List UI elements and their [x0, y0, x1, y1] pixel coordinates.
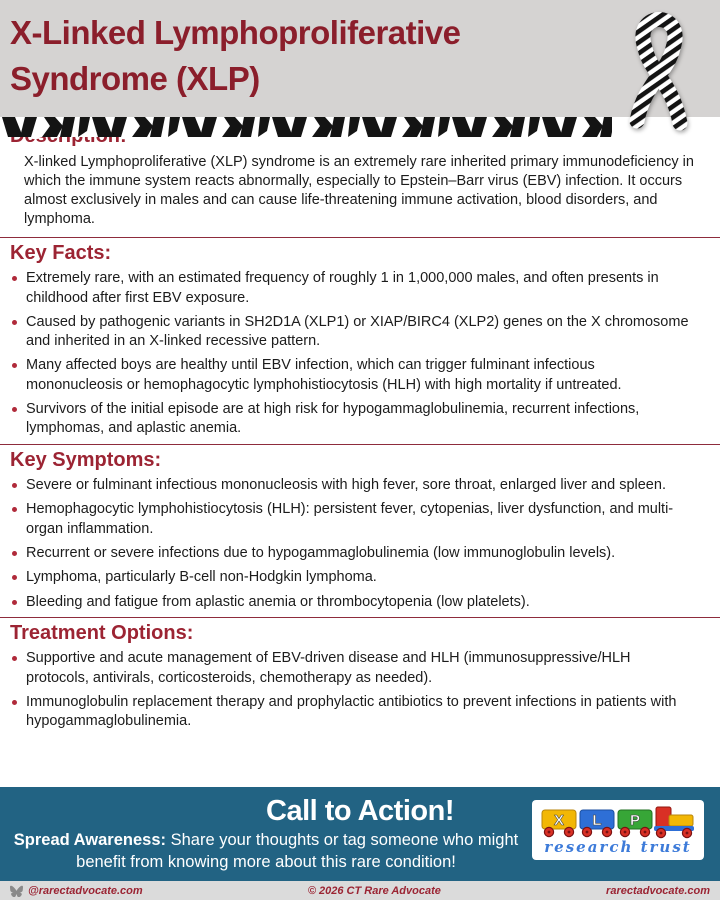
bullet-text: Caused by pathogenic variants in SH2D1A (XLP1) or XIAP/BIRC4 (XLP2) genes on the X chromosome and inherited in an X-linked recessive pattern.: [26, 313, 689, 350]
key-facts-list: [12, 269, 694, 438]
footer-website: rarectadvocate.com: [606, 884, 710, 897]
bullet-text: Immunoglobulin replacement therapy and prophylactic antibiotics to prevent infections in patients with hypogammaglobulinemia.: [26, 694, 677, 730]
bullet-icon: [12, 407, 17, 412]
bullet-text: Recurrent or severe infections due to hypogammaglobulinemia (low immunoglobulin levels).: [26, 545, 616, 561]
bullet-icon: [12, 700, 17, 705]
section-divider: [0, 617, 720, 618]
section-heading-treatment-options: Treatment Options:: [10, 621, 194, 644]
bluesky-butterfly-icon: [10, 885, 23, 897]
bullet-icon: [12, 507, 17, 512]
bullet-item: [12, 400, 694, 439]
svg-text:P: P: [629, 812, 641, 829]
bullet-item: [12, 500, 694, 539]
bullet-item: [12, 356, 694, 395]
page-title: X-Linked Lymphoproliferative Syndrome (XLP): [10, 14, 461, 98]
footer-bar: [0, 881, 720, 900]
svg-text:X: X: [553, 812, 565, 829]
bullet-text: Hemophagocytic lymphohistiocytosis (HLH): persistent fever, cytopenias, liver dysfunction, and multi-organ inflammation.: [26, 501, 674, 537]
bullet-text: Many affected boys are healthy until EBV infection, which can trigger fulminant infectious mononucleosis or hemophagocytic lymphohistiocytosis (HLH) with high mortality if untreated.: [26, 357, 622, 393]
bullet-icon: [12, 276, 17, 281]
bullet-icon: [12, 575, 17, 580]
section-heading-key-symptoms: Key Symptoms:: [10, 448, 162, 471]
section-heading-key-facts: Key Facts:: [10, 241, 112, 264]
bullet-icon: [12, 483, 17, 488]
section-divider: [0, 237, 720, 238]
header: [0, 0, 720, 117]
bullet-item: [12, 476, 694, 495]
bullet-item: [12, 693, 694, 732]
main-content: [0, 117, 720, 767]
bullet-text: Survivors of the initial episode are at high risk for hypogammaglobulinemia, recurrent infections, lymphomas, and aplastic anemia.: [26, 401, 640, 437]
cta-lead: Spread Awareness:: [13, 831, 167, 849]
xlp-research-trust-logo: [532, 800, 704, 860]
bullet-item: [12, 269, 694, 308]
bullet-text: Supportive and acute management of EBV-driven disease and HLH (immunosuppressive/HLH protocols, antivirals, corticosteroids, chemotherapy as needed).: [26, 650, 631, 686]
bullet-item: [12, 568, 694, 587]
bullet-icon: [12, 363, 17, 368]
treatment-options-list: [12, 649, 694, 731]
bullet-item: [12, 313, 694, 352]
bullet-text: Lymphoma, particularly B-cell non-Hodgkin lymphoma.: [26, 569, 377, 586]
bullet-text: Extremely rare, with an estimated frequency of roughly 1 in 1,000,000 males, and often presents in childhood after first EBV exposure.: [26, 270, 659, 306]
zebra-awareness-ribbon-icon: [614, 2, 704, 134]
bullet-text: Bleeding and fatigue from aplastic anemia or thrombocytopenia (low platelets).: [26, 593, 530, 610]
zebra-stripe-band: [0, 117, 612, 137]
footer-social-handle: @rarectadvocate.com: [28, 884, 143, 897]
call-to-action-banner: [0, 787, 720, 881]
cta-message-text: Share your thoughts or tag someone who might benefit from knowing more about this rare condition!: [76, 831, 519, 871]
bullet-text: Severe or fulminant infectious mononucleosis with high fever, sore throat, enlarged liver and spleen.: [26, 477, 666, 494]
toy-train-icon: [540, 805, 696, 839]
cta-message: [6, 830, 526, 874]
section-divider: [0, 444, 720, 445]
description-paragraph: X-linked Lymphoproliferative (XLP) syndrome is an extremely rare inherited primary immunodeficiency in which the immune system reacts abnormally, especially to Epstein–Barr virus (EBV) infection. It occurs almost exclusively in males and can cause life-threatening immune activation, blood disorders, and lymphoma.: [24, 153, 694, 228]
svg-text:L: L: [592, 812, 602, 829]
bullet-icon: [12, 600, 17, 605]
bullet-icon: [12, 320, 17, 325]
footer-copyright: © 2026 CT Rare Advocate: [307, 884, 441, 897]
bullet-item: [12, 649, 694, 688]
bullet-item: [12, 544, 694, 563]
bullet-icon: [12, 551, 17, 556]
key-symptoms-list: [12, 476, 694, 612]
bullet-item: [12, 593, 694, 612]
logo-caption: research trust: [544, 838, 692, 856]
bullet-icon: [12, 656, 17, 661]
cta-title: Call to Action!: [266, 795, 454, 827]
